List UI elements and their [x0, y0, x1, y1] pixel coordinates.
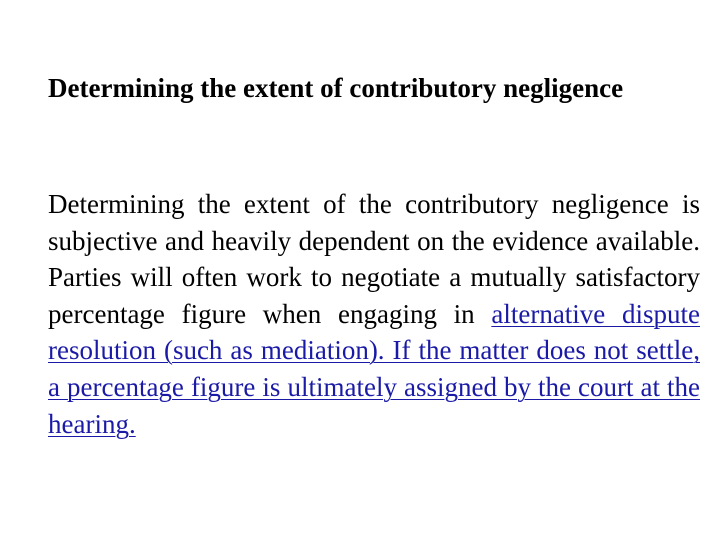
body-text: Determining the extent of the contributory negligence is subjective and heavily dependent on the evidence available. Parties will often work to negotiate a mutually satisfactory percentage figure when engaging in — [48, 189, 700, 329]
dispute-resolution-link[interactable]: alternative dispute resolution (such as mediation). If the matter does not settle, a percentage figure is ultimately assigned by the court at the hearing. — [48, 298, 700, 439]
body-paragraph — [48, 186, 700, 442]
slide-title: Determining the extent of contributory negligence — [48, 73, 624, 103]
